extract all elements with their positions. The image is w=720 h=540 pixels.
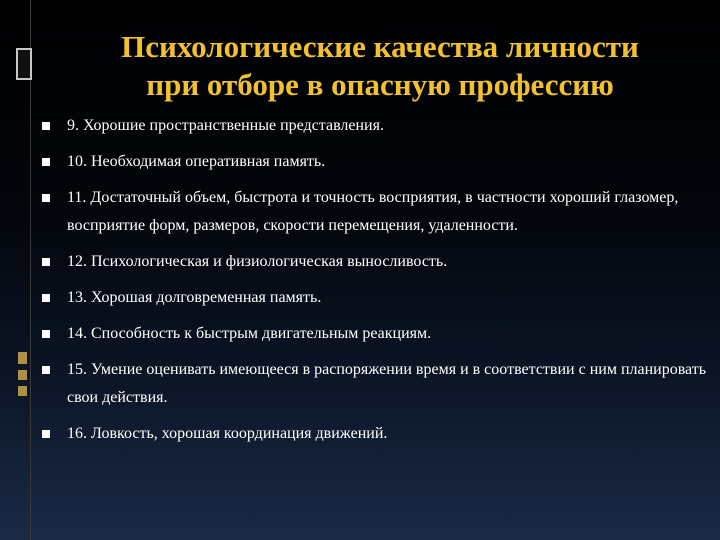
list-item <box>0 320 720 348</box>
square-bullet-icon <box>42 194 50 202</box>
square-bullet-icon <box>42 294 50 302</box>
list-item <box>0 420 720 448</box>
square-bullet-icon <box>42 258 50 266</box>
title-line-1: Психологические качества личности <box>121 29 639 64</box>
list-item-text: 11. Достаточный объем, быстрота и точность восприятия, в частности хороший глазомер, восприятие форм, размеров, скорости перемещения, удаленности. <box>67 189 679 234</box>
square-bullet-icon <box>42 430 50 438</box>
list-item <box>0 148 720 176</box>
title-line-2: при отборе в опасную профессию <box>146 67 614 102</box>
list-item <box>0 356 720 412</box>
list-item-text: 15. Умение оценивать имеющееся в распоряжении время и в соответствии с ним планировать свои действия. <box>67 361 707 406</box>
list-item-text: 12. Психологическая и физиологическая выносливость. <box>67 253 448 270</box>
list-item <box>0 284 720 312</box>
square-bullet-icon <box>42 366 50 374</box>
list-item-text: 9. Хорошие пространственные представления. <box>67 117 384 134</box>
square-bullet-icon <box>42 158 50 166</box>
list-item-text: 16. Ловкость, хорошая координация движений. <box>67 425 388 442</box>
list-item-text: 13. Хорошая долговременная память. <box>67 289 322 306</box>
bullet-list <box>0 112 720 448</box>
square-bullet-icon <box>42 122 50 130</box>
list-item <box>0 184 720 240</box>
list-item <box>0 248 720 276</box>
square-bullet-icon <box>42 330 50 338</box>
list-item-text: 10. Необходимая оперативная память. <box>67 153 326 170</box>
decorative-frame-icon <box>16 48 32 80</box>
list-item-text: 14. Способность к быстрым двигательным реакциям. <box>67 325 432 342</box>
list-item <box>0 112 720 140</box>
slide-title <box>40 28 720 104</box>
